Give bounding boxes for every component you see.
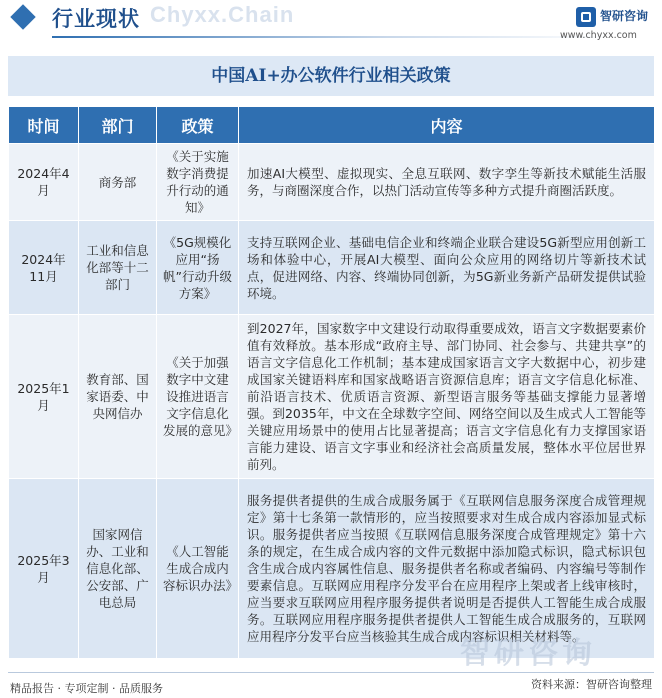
header-watermark: Chyxx.Chain [150, 2, 295, 27]
footer-divider [8, 672, 654, 673]
column-header-time: 时间 [9, 107, 79, 144]
cell-policy: 《关于实施数字消费提升行动的通知》 [157, 144, 239, 221]
column-header-content: 内容 [239, 107, 655, 144]
diamond-icon [10, 4, 35, 29]
brand-name: 智研咨询 [600, 9, 649, 23]
cell-time: 2024年4月 [9, 144, 79, 221]
page-header [0, 0, 662, 44]
footer-slogan: 精品报告 · 专项定制 · 品质服务 [10, 682, 163, 695]
cell-dept: 工业和信息化部等十二部门 [79, 221, 157, 315]
cell-dept: 国家网信办、工业和信息化部、公安部、广电总局 [79, 479, 157, 659]
cell-time: 2025年1月 [9, 315, 79, 479]
cell-dept: 教育部、国家语委、中央网信办 [79, 315, 157, 479]
cell-policy: 《人工智能生成合成内容标识办法》 [157, 479, 239, 659]
cell-time: 2025年3月 [9, 479, 79, 659]
header-divider [52, 36, 612, 38]
table-row [9, 144, 655, 221]
section-title: 行业现状 [52, 7, 140, 31]
table-title: 中国AI+办公软件行业相关政策 [211, 66, 451, 86]
table-title-band [8, 56, 654, 96]
brand-url[interactable]: www.chyxx.com [560, 30, 637, 41]
table-row [9, 315, 655, 479]
column-header-policy: 政策 [157, 107, 239, 144]
policy-table [8, 106, 655, 659]
brand-logo-icon [576, 7, 596, 27]
footer-watermark: 智研咨询 [460, 636, 596, 671]
cell-dept: 商务部 [79, 144, 157, 221]
cell-policy: 《5G规模化应用“扬帆”行动升级方案》 [157, 221, 239, 315]
cell-content: 服务提供者提供的生成合成服务属于《互联网信息服务深度合成管理规定》第十七条第一款情形的，应当按照要求对生成合成内容添加显式标识。服务提供者应当按照《互联网信息服务深度合成管理规定》第十六条的规定，在生成合成内容的文件元数据中添加隐式标识，隐式标识包含生成合成内容属性信息、服务提供者名称或者编码、内容编号等制作要素信息。互联网应用程序分发平台在应用程序上架或者上线审核时，应当要求互联网应用程序服务提供者说明是否提供人工智能生成合成服务。互联网应用程序服务提供者提供人工智能生成合成服务的，互联网应用程序分发平台应当核验其生成合成内容标识相关材料等。 [239, 479, 655, 659]
cell-content: 支持互联网企业、基础电信企业和终端企业联合建设5G新型应用创新工场和体验中心，开展AI大模型、面向公众应用的网络切片等新技术试点，促进网络、内容、终端协同创新，为5G新业务新产品研发提供试验环境。 [239, 221, 655, 315]
table-row [9, 221, 655, 315]
footer-source: 资料来源：智研咨询整理 [531, 678, 652, 691]
column-header-dept: 部门 [79, 107, 157, 144]
table-header-row [9, 107, 655, 144]
cell-content: 到2027年，国家数字中文建设行动取得重要成效，语言文字数据要素价值有效释放。基本形成“政府主导、部门协同、社会参与、共建共享”的语言文字信息化工作机制；基本建成国家语言文字大数据中心，初步建成国家关键语料库和国家战略语言资源信息库；语言文字信息化标准、前沿语言技术、优质语言资源、新型语言服务等基础支撑能力显著增强。到2035年，中文在全球数字空间、网络空间以及生成式人工智能等关键应用场景中的使用占比显著提高；语言文字信息化有力支撑国家语言能力建设、语言文字事业和经济社会高质量发展，整体水平位居世界前列。 [239, 315, 655, 479]
cell-policy: 《关于加强数字中文建设推进语言文字信息化发展的意见》 [157, 315, 239, 479]
cell-time: 2024年11月 [9, 221, 79, 315]
cell-content: 加速AI大模型、虚拟现实、全息互联网、数字孪生等新技术赋能生活服务，与商圈深度合作，以热门活动宣传等多种方式提升商圈活跃度。 [239, 144, 655, 221]
